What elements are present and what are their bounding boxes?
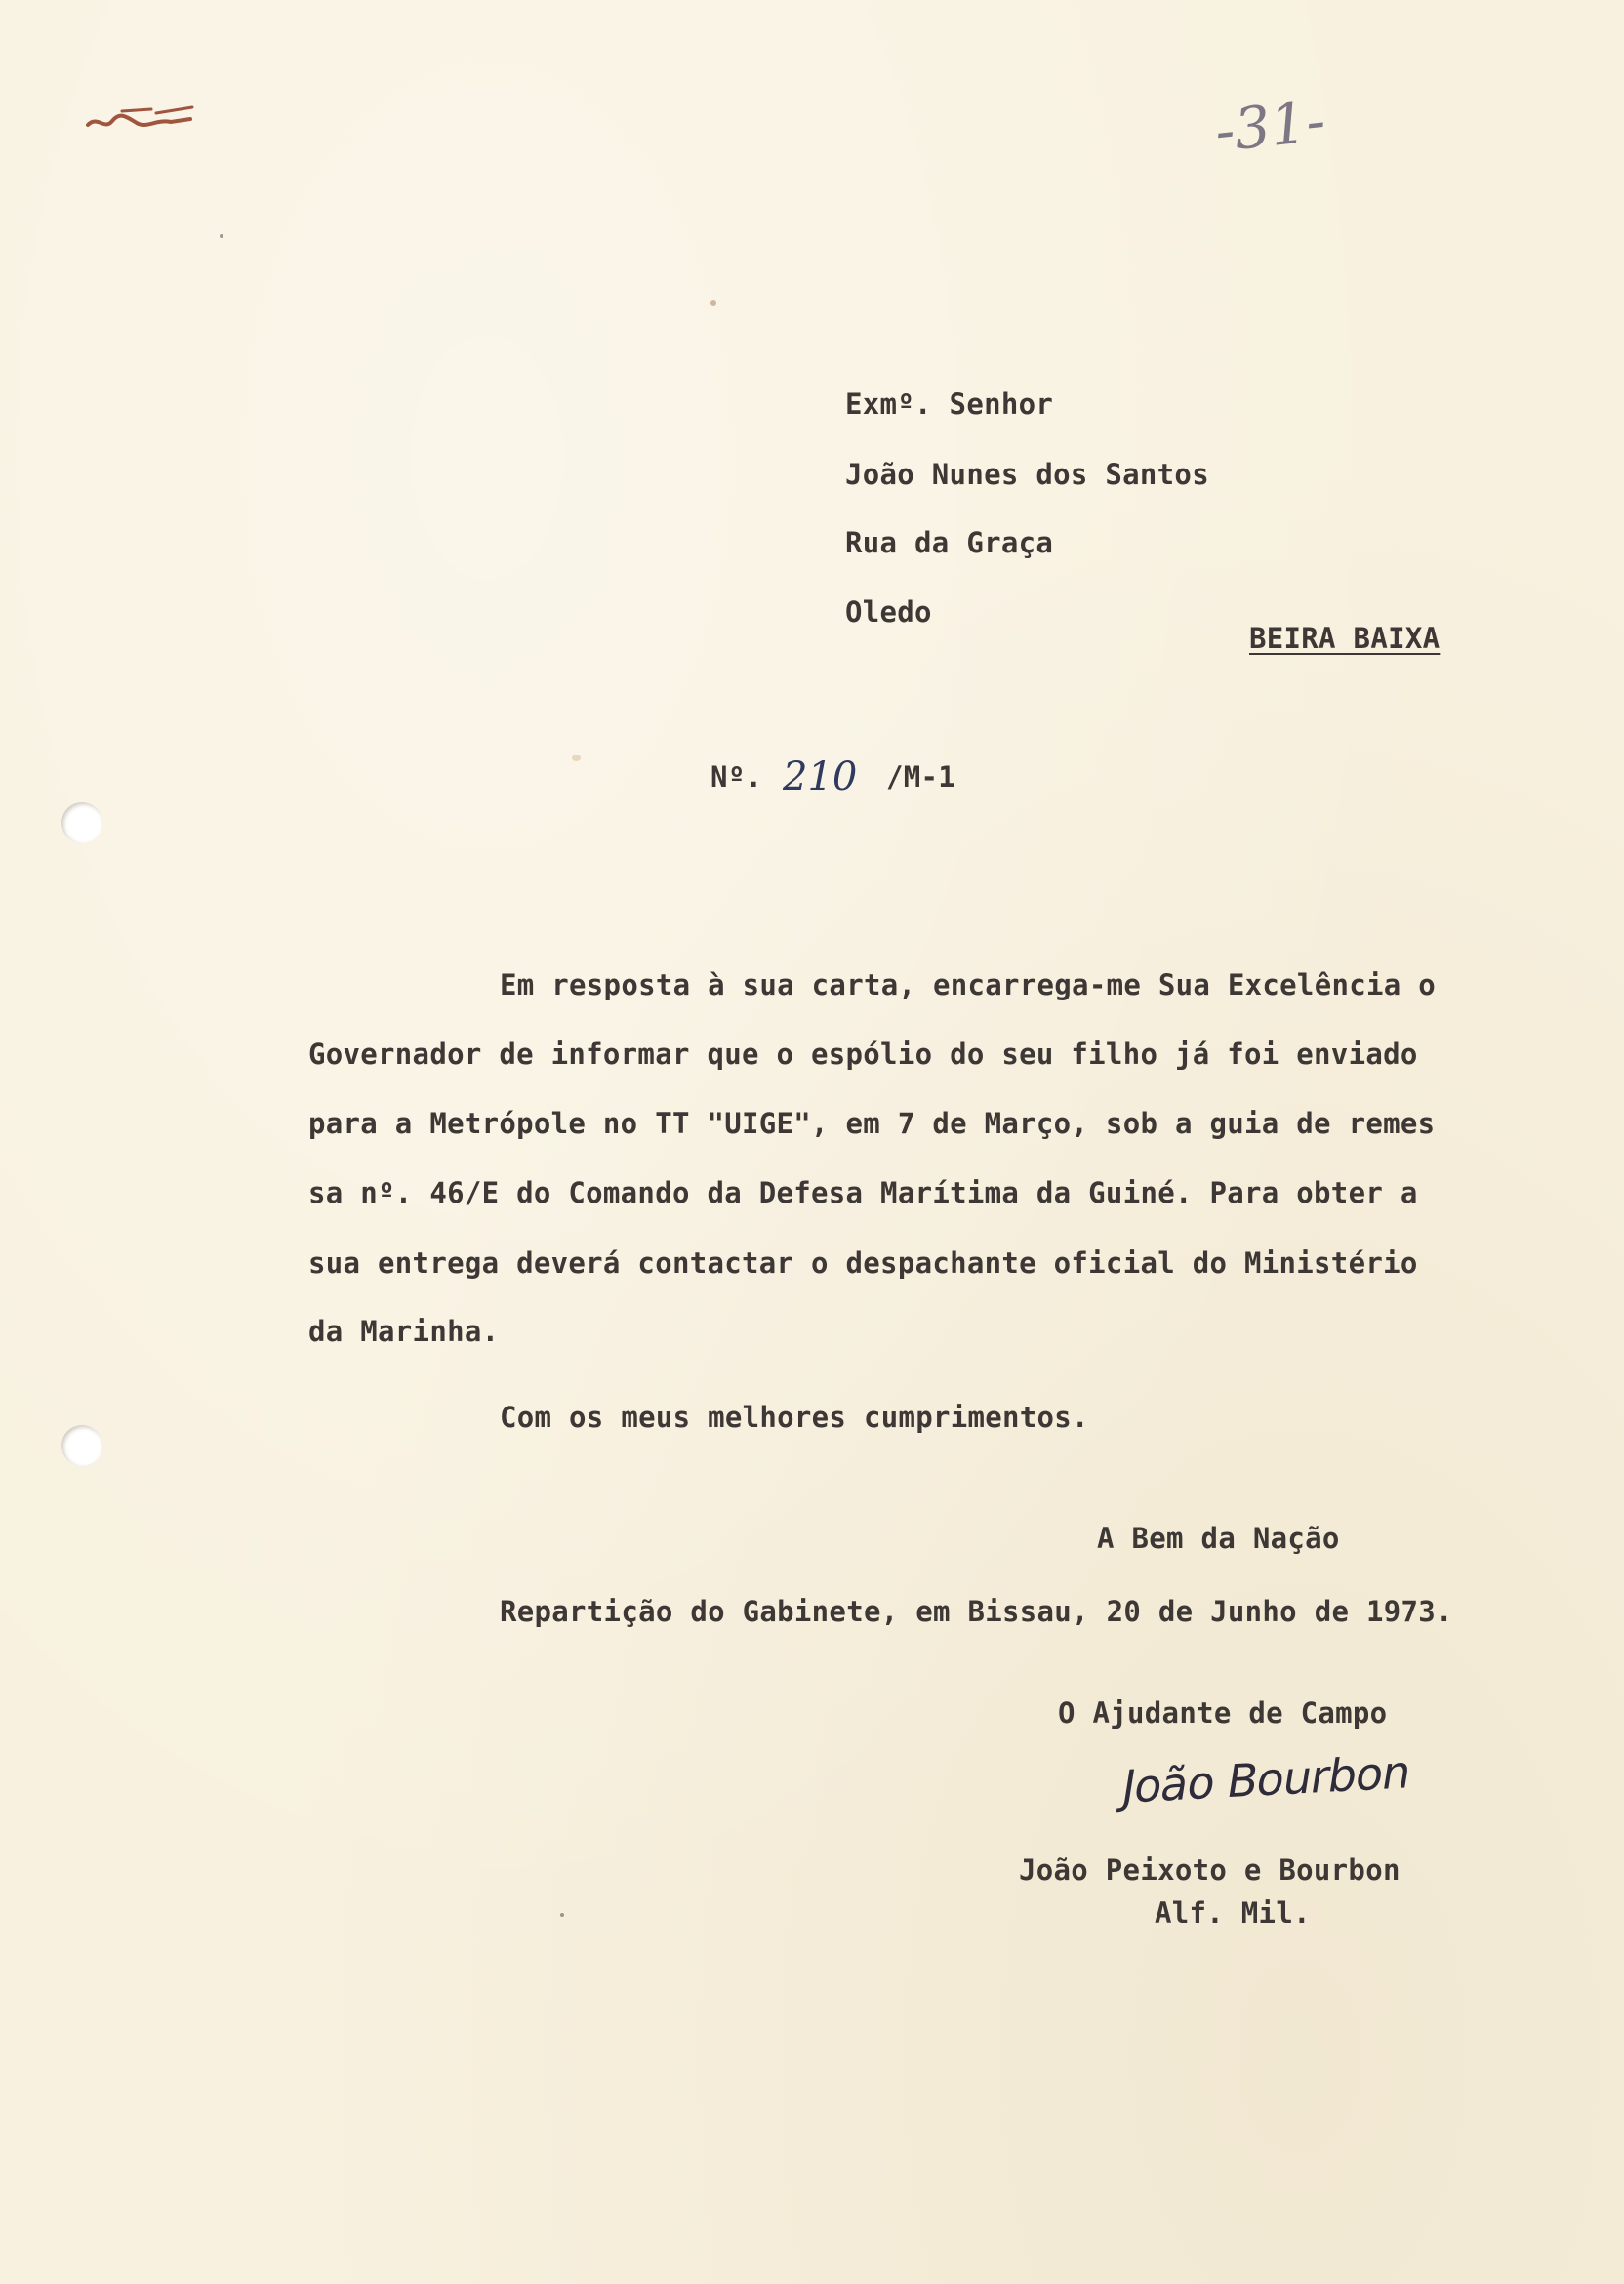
reference-suffix: /M-1 xyxy=(886,760,956,794)
place-date: Repartição do Gabinete, em Bissau, 20 de Junho de 1973. xyxy=(500,1595,1453,1628)
recipient-street: Rua da Graça xyxy=(845,526,1054,559)
paper-speck xyxy=(710,300,716,306)
reference-number: 210 xyxy=(783,755,858,799)
body-line-1: Em resposta à sua carta, encarrega-me Sua Excelência o xyxy=(500,968,1437,1001)
page-number: -31- xyxy=(1211,87,1329,165)
recipient-name: João Nunes dos Santos xyxy=(845,458,1209,491)
paper-speck xyxy=(572,755,581,761)
recipient-town: Oledo xyxy=(845,595,932,629)
body-line-6: da Marinha. xyxy=(308,1315,500,1348)
paper-speck xyxy=(560,1913,564,1917)
motto: A Bem da Nação xyxy=(1097,1522,1340,1555)
body-line-4: sa nº. 46/E do Comando da Defesa Marítima da Guiné. Para obter a xyxy=(308,1176,1418,1209)
punch-hole-bottom xyxy=(61,1425,102,1466)
closing-line: Com os meus melhores cumprimentos. xyxy=(500,1401,1089,1434)
body-line-5: sua entrega deverá contactar o despachante oficial do Ministério xyxy=(308,1246,1418,1280)
recipient-salutation: Exmº. Senhor xyxy=(845,387,1054,421)
signatory-title: O Ajudante de Campo xyxy=(1058,1696,1388,1730)
signature: João Bourbon xyxy=(1117,1745,1415,1814)
body-line-3: para a Metrópole no TT "UIGE", em 7 de Março, sob a guia de remes xyxy=(308,1107,1436,1140)
body-line-2: Governador de informar que o espólio do seu filho já foi enviado xyxy=(308,1038,1418,1071)
signatory-rank: Alf. Mil. xyxy=(1155,1897,1311,1930)
paper-speck xyxy=(220,234,223,238)
signatory-name: João Peixoto e Bourbon xyxy=(1019,1854,1401,1887)
punch-hole-top xyxy=(61,802,102,843)
reference-prefix: Nº. xyxy=(710,760,763,794)
recipient-region: BEIRA BAIXA xyxy=(1249,622,1441,655)
archive-mark-scribble xyxy=(83,98,200,142)
